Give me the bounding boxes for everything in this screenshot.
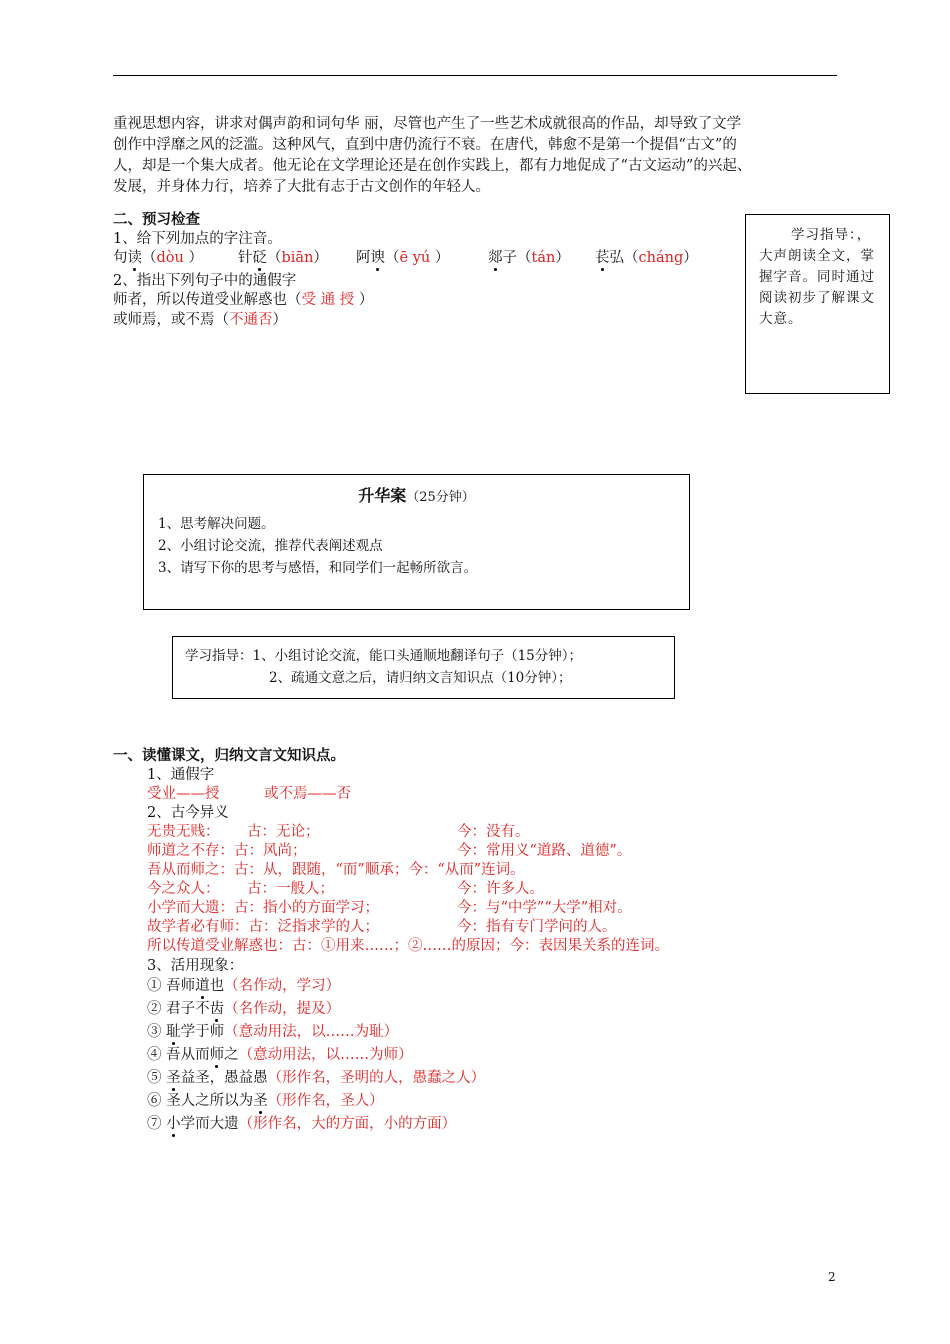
page-number: 2 — [828, 1270, 836, 1284]
upgrade-item: 2、小组讨论交流，推荐代表阐述观点 — [158, 538, 383, 554]
pinyin-item: 针砭（biān） — [238, 250, 328, 266]
gujin-row: 无贵无贱： 古：无论； 今：没有。 — [147, 824, 530, 840]
huoyong-item: ② 君子不齿（名作动，提及） — [147, 1001, 341, 1017]
intro-line: 重视思想内容，讲求对偶声韵和词句华 丽，尽管也产生了一些艺术成就很高的作品，却导致了文学 — [113, 116, 742, 132]
pinyin-item: 阿谀（ē yú ） — [356, 250, 450, 266]
section1-heading: 一、读懂课文，归纳文言文知识点。 — [113, 747, 345, 764]
pinyin-item: 句读（dòu ） — [113, 250, 203, 266]
gujin-row: 所以传道受业解惑也：古：①用来……；②……的原因；今：表因果关系的连词。 — [147, 938, 669, 954]
preview-heading: 二、预习检查 — [113, 211, 200, 228]
pinyin-item: 郯子（tán） — [488, 250, 570, 266]
huoyong-item: ⑥ 圣人之所以为圣（形作名，圣人） — [147, 1093, 384, 1109]
section1-sub2: 2、古今异义 — [147, 805, 229, 821]
pinyin-item: 苌弘（cháng） — [595, 250, 698, 266]
gujin-row: 今之众人： 古：一般人； 今：许多人。 — [147, 881, 544, 897]
huoyong-item: ④ 吾从而师之（意动用法，以……为师） — [147, 1047, 413, 1063]
section1-sub1: 1、通假字 — [147, 767, 215, 783]
preview-q1: 1、给下列加点的字注音。 — [113, 231, 282, 247]
gujin-row: 故学者必有师：古：泛指求学的人； 今：指有专门学问的人。 — [147, 919, 617, 935]
guide-box — [172, 636, 675, 699]
gujin-row: 小学而大遗：古：指小的方面学习； 今：与“中学”“大学”相对。 — [147, 900, 632, 916]
huoyong-item: ⑤ 圣益圣，愚益愚（形作名，圣明的人，愚蠢之人） — [147, 1070, 486, 1086]
preview-q2: 2、指出下列句子中的通假字 — [113, 273, 297, 289]
upgrade-box — [143, 474, 690, 610]
guide-line-1: 学习指导：1、小组讨论交流，能口头通顺地翻译句子（15分钟）； — [185, 648, 583, 664]
section1-sub3: 3、活用现象： — [147, 958, 244, 974]
intro-line: 人，却是一个集大成者。他无论在文学理论还是在创作实践上，都有力地促成了“古文运动”的兴起、 — [113, 158, 752, 174]
intro-line: 创作中浮靡之风的泛滥。这种风气，直到中唐仍流行不衰。在唐代，韩愈不是第一个提倡“古文”的 — [113, 137, 737, 153]
guide-line-2: 2、疏通文意之后，请归纳文言知识点（10分钟）； — [269, 670, 572, 686]
huoyong-item: ⑦ 小学而大遗（形作名，大的方面，小的方面） — [147, 1116, 457, 1132]
huoyong-item: ③ 耻学于师（意动用法，以……为耻） — [147, 1024, 399, 1040]
tongjia-sentence: 师者，所以传道受业解惑也（受 通 授 ） — [113, 292, 374, 308]
header-rule — [113, 75, 837, 76]
study-guide-body: 大声朗读全文，掌握字音。同时通过阅读初步了解课文大意。 — [759, 248, 875, 327]
gujin-row: 师道之不存：古：风尚； 今：常用义“道路、道德”。 — [147, 843, 632, 859]
gujin-row: 吾从而师之：古：从，跟随，“而”顺承；今：“从而”连词。 — [147, 862, 525, 878]
study-guide-box — [745, 214, 890, 394]
huoyong-item: ① 吾师道也（名作动，学习） — [147, 978, 341, 994]
upgrade-item: 3、请写下你的思考与感悟，和同学们一起畅所欲言。 — [158, 560, 478, 576]
study-guide-title: 学习指导：， — [791, 227, 872, 243]
tongjia-sentence: 或师焉，或不焉（不通否） — [113, 312, 287, 328]
intro-paragraph — [113, 114, 751, 198]
tongjia-answer: 或不焉——否 — [264, 786, 351, 802]
upgrade-title: 升华案（25分钟） — [358, 486, 475, 505]
intro-line: 发展，并身体力行，培养了大批有志于古文创作的年轻人。 — [113, 179, 490, 195]
upgrade-item: 1、思考解决问题。 — [158, 516, 275, 532]
tongjia-answer: 受业——授 — [147, 786, 220, 802]
